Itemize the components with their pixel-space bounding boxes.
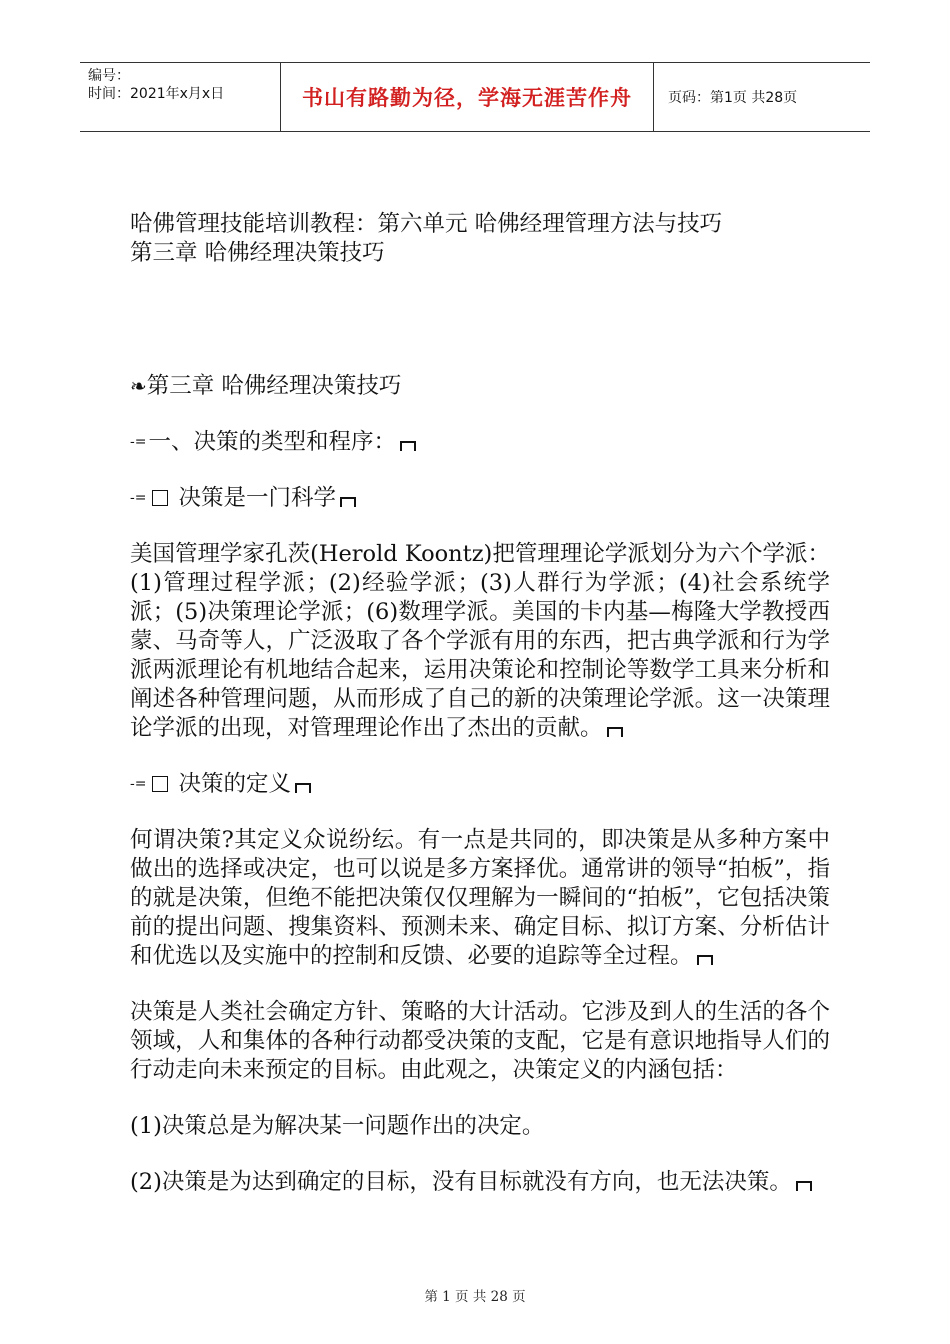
code-label: 编号： [88, 68, 130, 84]
time-text: 时间：2021年x月x日 [88, 86, 225, 102]
paragraph-1: 美国管理学家孔茨(Herold Koontz)把管理理论学派划分为六个学派：(1)管理过程学派；(2)经验学派；(3)人群行为学派；(4)社会系统学派；(5)决策理论学派；(6)数理学派。美国的卡内基—梅隆大学教授西蒙、马奇等人，广泛汲取了各个学派有用的东西，把古典学派和行为学派两派理论有机地结合起来，运用决策论和控制论等数学工具来分析和阐述各种管理问题，从而形成了自己的新的决策理论学派。这一决策理论学派的出现，对管理理论作出了杰出的贡献。 [130, 541, 830, 741]
chapter-heading: ❧第三章 哈佛经理决策技巧 [130, 373, 402, 399]
subsection-heading-1: -= 决策是一门科学 [130, 484, 830, 513]
bullet-dash-icon: -= [130, 490, 147, 506]
header-slogan: 书山有路勤为径，学海无涯苦作舟 [280, 63, 654, 131]
paragraph-3: 决策是人类社会确定方针、策略的大计活动。它涉及到人的生活的各个领域，人和集体的各种行动都受决策的支配，它是有意识地指导人们的行动走向未来预定的目标。由此观之，决策定义的内涵包括： [130, 999, 830, 1083]
paragraph-mark-icon [796, 1181, 812, 1191]
header-meta [80, 63, 280, 131]
paragraph-mark-icon [607, 727, 623, 737]
section-heading-1: -=一、决策的类型和程序： [130, 428, 830, 457]
document-title-line2: 第三章 哈佛经理决策技巧 [130, 240, 385, 266]
checkbox-icon [152, 776, 168, 792]
paragraph-mark-icon [340, 497, 356, 507]
subsection-heading-2: -= 决策的定义 [130, 770, 830, 799]
paragraph-2: 何谓决策?其定义众说纷纭。有一点是共同的，即决策是从多种方案中做出的选择或决定，也可以说是多方案择优。通常讲的领导“拍板”，指的就是决策，但绝不能把决策仅仅理解为一瞬间的“拍板”，它包括决策前的提出问题、搜集资料、预测未来、确定目标、拟订方案、分析估计和优选以及实施中的控制和反馈、必要的追踪等全过程。 [130, 827, 830, 969]
paragraph-mark-icon [697, 955, 713, 965]
paragraph-mark-icon [400, 441, 416, 451]
header-page-info: 页码：第1页 共28页 [668, 90, 798, 106]
list-item-2: (2)决策是为达到确定的目标，没有目标就没有方向，也无法决策。 [130, 1168, 830, 1197]
checkbox-icon [152, 490, 168, 506]
page-header [80, 62, 870, 132]
paragraph-mark-icon [295, 783, 311, 793]
flourish-icon: ❧ [130, 374, 147, 398]
document-body [130, 210, 830, 1224]
bullet-dash-icon: -= [130, 776, 147, 792]
page-footer: 第 1 页 共 28 页 [424, 1289, 526, 1305]
bullet-dash-icon: -= [130, 434, 147, 450]
list-item-1: (1)决策总是为解决某一问题作出的决定。 [130, 1113, 545, 1139]
document-title-line1: 哈佛管理技能培训教程：第六单元 哈佛经理管理方法与技巧 [130, 211, 723, 237]
